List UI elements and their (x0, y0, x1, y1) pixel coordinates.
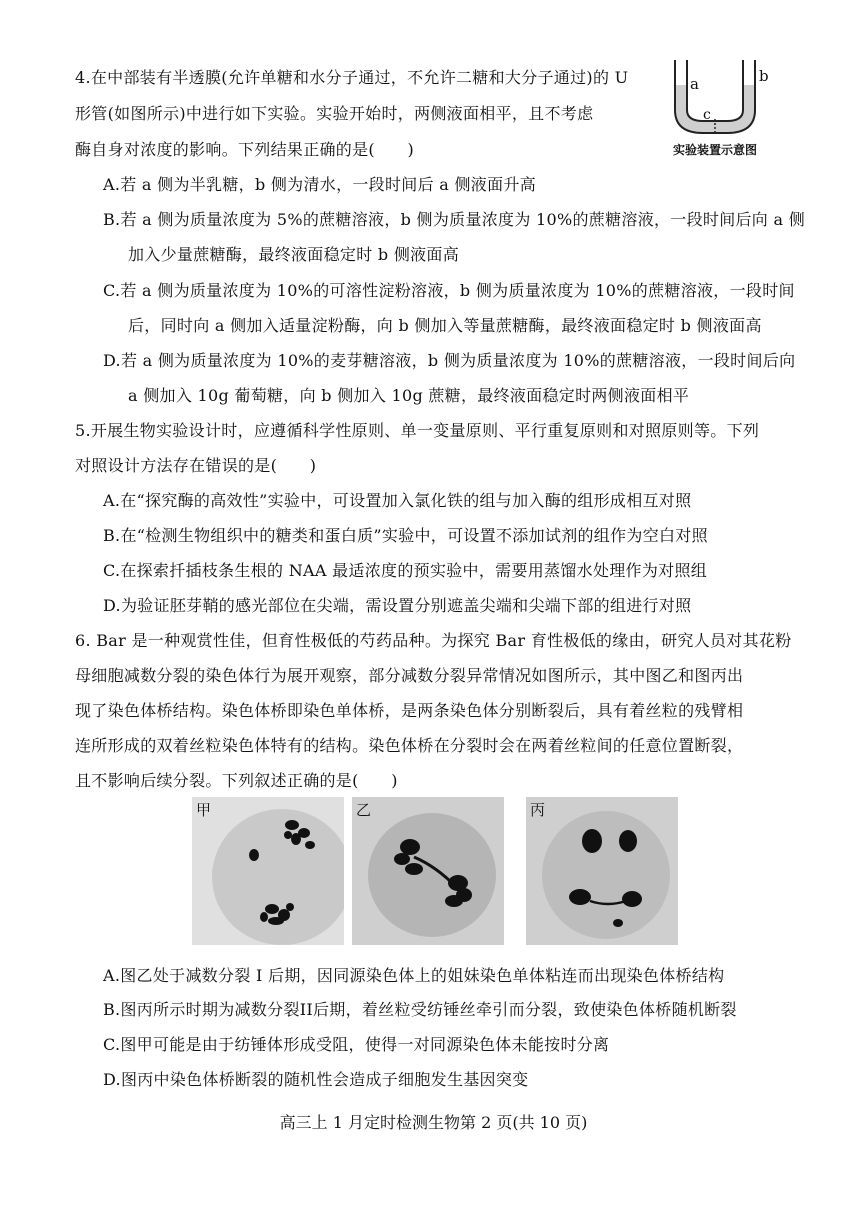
u-tube-caption: 实验装置示意图 (672, 143, 757, 157)
q5-stem-line1: 5.开展生物实验设计时，应遵循科学性原则、单一变量原则、平行重复原则和对照原则等。下列 (75, 421, 760, 440)
q4-option-c-line1: C.若 a 侧为质量浓度为 10%的可溶性淀粉溶液，b 侧为质量浓度为 10%的蔗糖溶液，一段时间 (103, 281, 795, 300)
micrograph-yi-image (352, 797, 504, 945)
q4-option-b-line1: B.若 a 侧为质量浓度为 5%的蔗糖溶液，b 侧为质量浓度为 10%的蔗糖溶液，一段时间后向 a 侧 (103, 210, 806, 229)
page-footer: 高三上 1 月定时检测生物第 2 页(共 10 页) (279, 1113, 588, 1132)
label-b: b (759, 67, 769, 85)
q5-option-b: B.在“检测生物组织中的糖类和蛋白质”实验中，可设置不添加试剂的组作为空白对照 (103, 526, 708, 545)
micrograph-jia-label: 甲 (196, 801, 212, 819)
q4-option-d-line1: D.若 a 侧为质量浓度为 10%的麦芽糖溶液，b 侧为质量浓度为 10%的蔗糖溶液，一段时间后向 (103, 351, 796, 370)
q5-option-c: C.在探索扦插枝条生根的 NAA 最适浓度的预实验中，需要用蒸馏水处理作为对照组 (103, 561, 708, 580)
micrograph-bing-image (526, 797, 678, 945)
u-tube-figure (655, 55, 775, 165)
micrograph-jia-image (192, 797, 344, 945)
micrograph-yi (352, 797, 504, 945)
q6-option-a: A.图乙处于减数分裂 I 后期，因同源染色体上的姐妹染色单体粘连而出现染色体桥结构 (103, 966, 725, 985)
q4-stem-line1: 4.在中部装有半透膜(允许单糖和水分子通过，不允许二糖和大分子通过)的 U (75, 68, 629, 87)
micrograph-bing-label: 丙 (530, 801, 546, 819)
q6-option-c: C.图甲可能是由于纺锤体形成受阻，使得一对同源染色体未能按时分离 (103, 1035, 610, 1054)
q6-option-b: B.图丙所示时期为减数分裂II后期，着丝粒受纺锤丝牵引而分裂，致使染色体桥随机断裂 (103, 1000, 737, 1019)
u-tube-diagram (655, 55, 775, 141)
q4-option-d-line2: a 侧加入 10g 葡萄糖，向 b 侧加入 10g 蔗糖，最终液面稳定时两侧液面相平 (128, 386, 690, 405)
q6-option-d: D.图丙中染色体桥断裂的随机性会造成子细胞发生基因突变 (103, 1070, 529, 1089)
q6-stem-line1: 6. Bar 是一种观赏性佳，但育性极低的芍药品种。为探究 Bar 育性极低的缘由，研究人员对其花粉 (75, 631, 792, 650)
q6-stem-line2: 母细胞减数分裂的染色体行为展开观察，部分减数分裂异常情况如图所示，其中图乙和图丙出 (75, 666, 744, 685)
q6-stem-line3: 现了染色体桥结构。染色体桥即染色单体桥，是两条染色体分别断裂后，具有着丝粒的残臂相 (75, 701, 744, 720)
micrograph-yi-label: 乙 (356, 801, 372, 819)
q4-stem-line2: 形管(如图所示)中进行如下实验。实验开始时，两侧液面相平，且不考虑 (75, 104, 594, 123)
q6-stem-line5: 且不影响后续分裂。下列叙述正确的是( ) (75, 771, 398, 790)
q5-stem-line2: 对照设计方法存在错误的是( ) (75, 456, 317, 475)
micrograph-jia (192, 797, 344, 945)
label-a: a (690, 75, 699, 93)
q5-option-d: D.为验证胚芽鞘的感光部位在尖端，需设置分别遮盖尖端和尖端下部的组进行对照 (103, 596, 692, 615)
q4-option-c-line2: 后，同时向 a 侧加入适量淀粉酶，向 b 侧加入等量蔗糖酶，最终液面稳定时 b 侧液面高 (128, 316, 762, 335)
q5-option-a: A.在“探究酶的高效性”实验中，可设置加入氯化铁的组与加入酶的组形成相互对照 (103, 491, 692, 510)
q4-option-b-line2: 加入少量蔗糖酶，最终液面稳定时 b 侧液面高 (128, 245, 460, 264)
label-c: c (703, 107, 711, 123)
q6-stem-line4: 连所形成的双着丝粒染色体特有的结构。染色体桥在分裂时会在两着丝粒间的任意位置断裂， (75, 736, 744, 755)
micrograph-bing (526, 797, 678, 945)
q4-option-a: A.若 a 侧为半乳糖，b 侧为清水，一段时间后 a 侧液面升高 (103, 175, 536, 194)
q4-stem-line3: 酶自身对浓度的影响。下列结果正确的是( ) (75, 140, 415, 159)
